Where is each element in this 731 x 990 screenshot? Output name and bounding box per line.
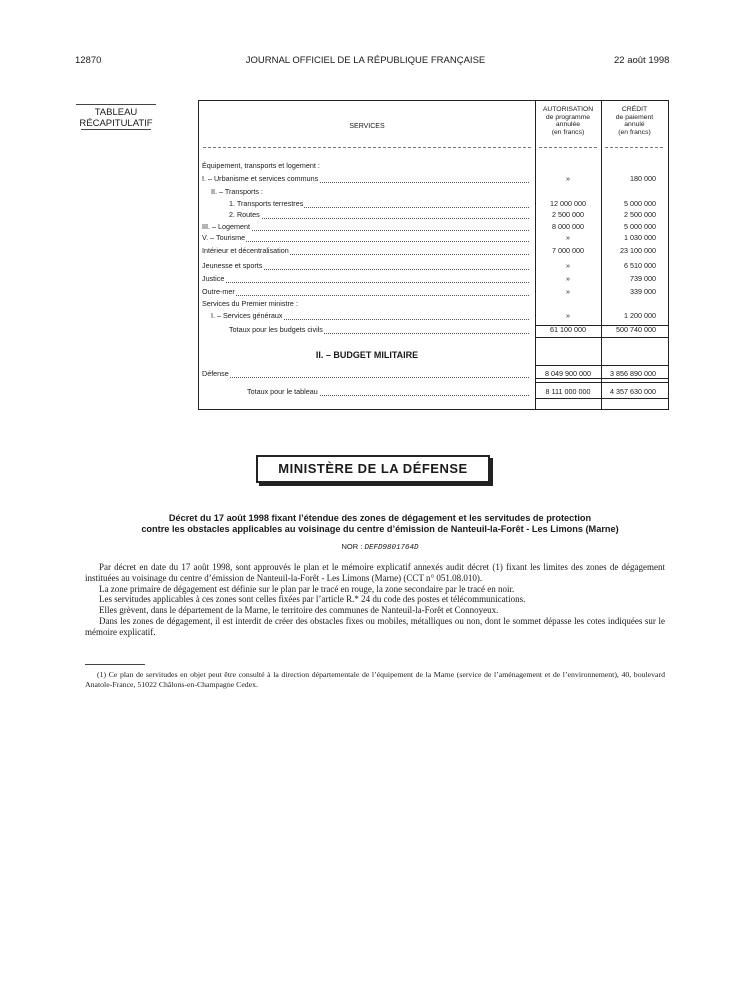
credit-value bbox=[656, 299, 668, 308]
header-line: (en francs) bbox=[618, 128, 651, 136]
paragraph: Dans les zones de dégagement, il est interdit de créer des obstacles fixes ou mobiles, métalliques ou non, dont le sommet dépasse les cotes indiquées sur le mémoire explicatif. bbox=[85, 615, 665, 637]
credit-value: 1 200 000 bbox=[624, 311, 656, 320]
paragraph: Elles grèvent, dans le département de la Marne, le territoire des communes de Nanteuil-la-Forêt et Connoyeux. bbox=[99, 605, 499, 616]
header-line: annulée bbox=[555, 121, 581, 128]
table-row bbox=[199, 174, 668, 185]
issue-date: 22 août 1998 bbox=[614, 55, 670, 66]
paragraph: Par décret en date du 17 août 1998, sont approuvés le plan et le mémoire explicatif annexés audit décret (1) fixant les limites des zones de dégagement instituées au voisinage du centre d’émission de Nanteuil-la-Forêt - Les Limons (Marne) (CCT n° 051.08.010). bbox=[85, 562, 665, 583]
row-label: Équipement, transports et logement : bbox=[202, 161, 320, 170]
col-header-autorisation bbox=[535, 106, 601, 136]
row-label: I. – Urbanisme et services communs bbox=[202, 174, 319, 183]
header-line: annulé bbox=[624, 121, 645, 128]
col-header-credit bbox=[601, 106, 668, 136]
table-row bbox=[199, 199, 668, 210]
nor-code: DEFD9801764D bbox=[364, 544, 419, 552]
credit-value: 5 000 000 bbox=[624, 199, 656, 208]
credit-value: 2 500 000 bbox=[624, 210, 656, 219]
page-number: 12870 bbox=[75, 55, 102, 66]
autorisation-value: 7 000 000 bbox=[552, 246, 584, 255]
header-line: (en francs) bbox=[551, 128, 585, 136]
nor-reference bbox=[100, 542, 660, 552]
row-label: Outre-mer bbox=[202, 287, 235, 296]
row-label: Totaux pour les budgets civils bbox=[229, 325, 323, 334]
decree-body bbox=[85, 562, 665, 638]
row-label: III. – Logement bbox=[202, 222, 250, 231]
row-label: Défense bbox=[202, 369, 229, 378]
paragraph: La zone primaire de dégagement est définie sur le plan par le tracé en rouge, la zone secondaire par le tracé en noir. bbox=[99, 583, 515, 594]
row-label: Intérieur et décentralisation bbox=[202, 246, 289, 255]
row-label: 2. Routes bbox=[229, 210, 260, 219]
decree-title bbox=[100, 513, 660, 535]
header-line: de paiement bbox=[615, 113, 654, 121]
table-row bbox=[199, 246, 668, 257]
table-label-line: RÉCAPITULATIF bbox=[79, 118, 153, 129]
credit-value: 5 000 000 bbox=[624, 222, 656, 231]
credit-value bbox=[656, 187, 668, 196]
nor-label: NOR : bbox=[341, 542, 363, 551]
header-line: AUTORISATION bbox=[542, 106, 594, 113]
autorisation-value: 61 100 000 bbox=[550, 325, 586, 334]
table-row bbox=[199, 233, 668, 244]
table-row bbox=[199, 311, 668, 322]
decree-title-line: contre les obstacles applicables au voisinage du centre d’émission de Nanteuil-la-Forêt - Les Limons (Marne) bbox=[141, 524, 619, 534]
table-label bbox=[76, 104, 156, 130]
decree-title-line: Décret du 17 août 1998 fixant l’étendue des zones de dégagement et les servitudes de protection bbox=[168, 513, 592, 523]
autorisation-value: » bbox=[566, 311, 570, 320]
autorisation-value: 8 049 900 000 bbox=[545, 369, 591, 378]
summary-table bbox=[198, 100, 669, 410]
row-label: 1. Transports terrestres bbox=[229, 199, 304, 208]
row-label: Jeunesse et sports bbox=[202, 261, 263, 270]
credit-value: 1 030 000 bbox=[624, 233, 656, 242]
autorisation-value: 12 000 000 bbox=[550, 199, 586, 208]
header-line: CRÉDIT bbox=[621, 106, 648, 113]
table-row bbox=[199, 325, 668, 336]
paragraph: Les servitudes applicables à ces zones sont celles fixées par l’article R.* 24 du code des postes et télécommunications. bbox=[99, 594, 526, 605]
autorisation-value: » bbox=[566, 233, 570, 242]
row-label: Services du Premier ministre : bbox=[202, 299, 298, 308]
autorisation-value: 2 500 000 bbox=[552, 210, 584, 219]
ministry-title: MINISTÈRE DE LA DÉFENSE bbox=[256, 455, 490, 483]
table-row bbox=[199, 210, 668, 221]
row-label: Totaux pour le tableau bbox=[247, 387, 318, 396]
col-header-services: SERVICES bbox=[349, 123, 385, 130]
table-row bbox=[199, 261, 668, 272]
table-row bbox=[199, 387, 668, 398]
credit-value: 4 357 630 000 bbox=[610, 387, 656, 396]
row-label: Justice bbox=[202, 274, 225, 283]
credit-value: 739 000 bbox=[630, 274, 656, 283]
military-budget-title: II. – BUDGET MILITAIRE bbox=[315, 350, 419, 360]
table-row bbox=[199, 187, 668, 198]
credit-value: 23 100 000 bbox=[620, 246, 656, 255]
journal-title: JOURNAL OFFICIEL DE LA RÉPUBLIQUE FRANÇAISE bbox=[245, 55, 486, 66]
footnote: (1) Ce plan de servitudes en objet peut être consulté à la direction départementale de l’équipement de la Marne (service de l’aménagement et de l’environnement), 40, boulevard Anatole-France, 51022 Châlons-en-Champagne Cedex. bbox=[85, 670, 665, 689]
credit-value: 500 740 000 bbox=[616, 325, 656, 334]
autorisation-value: 8 000 000 bbox=[552, 222, 584, 231]
table-row bbox=[199, 274, 668, 285]
autorisation-value: 8 111 000 000 bbox=[545, 387, 591, 396]
row-label: I. – Services généraux bbox=[211, 311, 283, 320]
credit-value: 339 000 bbox=[630, 287, 656, 296]
credit-value: 3 856 890 000 bbox=[610, 369, 656, 378]
credit-value: 180 000 bbox=[630, 174, 656, 183]
credit-value: 6 510 000 bbox=[624, 261, 656, 270]
table-row bbox=[199, 161, 668, 172]
table-label-line: TABLEAU bbox=[94, 107, 138, 118]
row-label: V. – Tourisme bbox=[202, 233, 246, 242]
credit-value bbox=[656, 161, 668, 170]
table-row bbox=[199, 299, 668, 310]
autorisation-value: » bbox=[566, 287, 570, 296]
autorisation-value: » bbox=[566, 261, 570, 270]
row-label: II. – Transports : bbox=[211, 187, 263, 196]
autorisation-value: » bbox=[566, 174, 570, 183]
table-row bbox=[199, 287, 668, 298]
header-line: de programme bbox=[545, 113, 591, 121]
table-row bbox=[199, 222, 668, 233]
autorisation-value: » bbox=[566, 274, 570, 283]
